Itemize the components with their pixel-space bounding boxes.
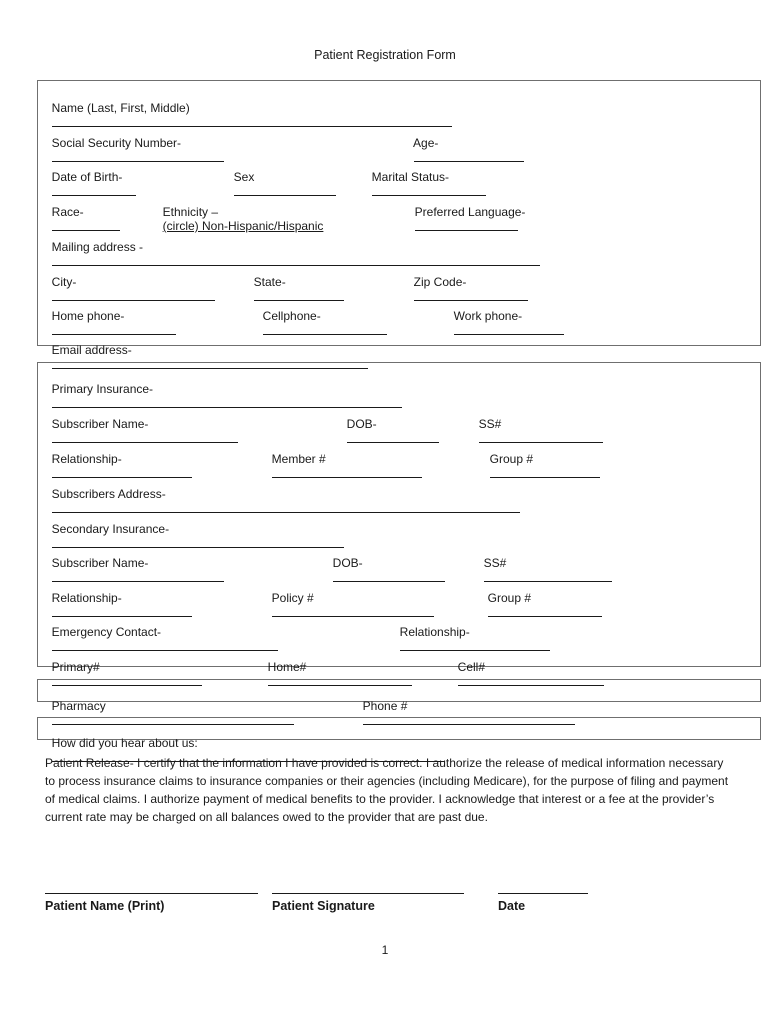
print-name-line[interactable] [45,893,258,894]
language-label: Preferred Language- [414,205,526,219]
emergency-relationship-label: Relationship- [399,625,470,639]
date-line[interactable] [498,893,588,894]
home-num-label: Home# [267,660,307,674]
cellphone-label: Cellphone- [262,309,321,323]
subscriber-name2-label: Subscriber Name- [51,556,149,570]
ssn-label: Social Security Number- [51,136,182,150]
emergency-contact-label: Emergency Contact- [51,625,162,639]
patient-release-text: Patient Release- I certify that the information I have provided is correct. I authorize the release of medical information necessary to process insurance claims to insurance companies or their agencies (including Medicare), for the purpose of filing and payment of medical claims. I authorize payment of medical benefits to the provider. I acknowledge that interest or a fee at the provider’s current rate may be charged on all balances owed to the provider that are past due. [45,756,729,824]
subscriber-name-label: Subscriber Name- [51,417,149,431]
subscriber-dob-label: DOB- [346,417,377,431]
pharmacy-label: Pharmacy [51,699,106,713]
secondary-insurance-label: Secondary Insurance- [51,522,170,536]
race-label: Race- [51,205,84,219]
date-label: Date [498,899,526,913]
subscriber-ss2-label: SS# [483,556,507,570]
subscriber-dob2-label: DOB- [332,556,363,570]
signature-line[interactable] [272,893,464,894]
cell-num-label: Cell# [457,660,486,674]
relationship-label: Relationship- [51,452,122,466]
page-number: 1 [381,943,389,957]
marital-label: Marital Status- [371,170,450,184]
policy-label: Policy # [271,591,314,605]
work-phone-row [447,295,564,338]
ethnicity-options[interactable]: (circle) Non-Hispanic/Hispanic [162,219,324,233]
ethnicity-label: Ethnicity – [162,205,219,219]
state-label: State- [253,275,286,289]
member-label: Member # [271,452,326,466]
email-label: Email address- [51,343,132,357]
signature-label: Patient Signature [272,899,375,913]
referral-label: How did you hear about us: [51,736,198,750]
city-label: City- [51,275,77,289]
work-phone-label: Work phone- [453,309,523,323]
name-label: Name (Last, First, Middle) [51,101,190,115]
primary-num-label: Primary# [51,660,100,674]
work-phone-field[interactable] [454,323,564,335]
sex-label: Sex [233,170,255,184]
form-title: Patient Registration Form [314,48,456,62]
primary-insurance-label: Primary Insurance- [51,382,154,396]
age-label: Age- [413,136,439,150]
subscriber-ss-label: SS# [478,417,502,431]
group-label: Group # [489,452,534,466]
dob-label: Date of Birth- [51,170,123,184]
zip-label: Zip Code- [413,275,467,289]
mailing-label: Mailing address - [51,240,144,254]
home-phone-label: Home phone- [51,309,125,323]
relationship2-label: Relationship- [51,591,122,605]
print-name-label: Patient Name (Print) [45,899,165,913]
pharmacy-phone-label: Phone # [362,699,408,713]
group2-label: Group # [487,591,532,605]
subscriber-address-label: Subscribers Address- [51,487,166,501]
